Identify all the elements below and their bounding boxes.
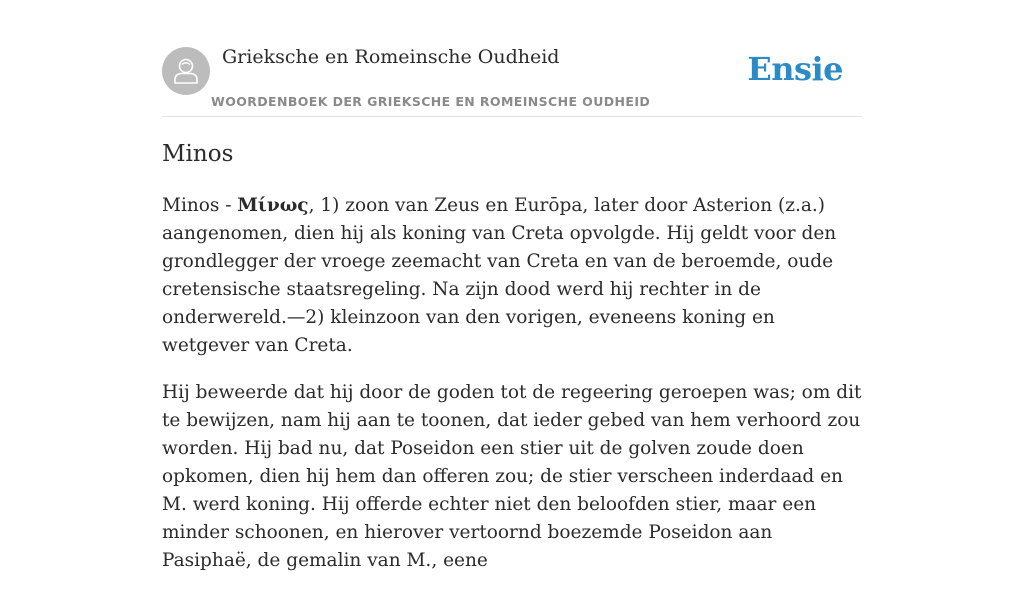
article-body: [162, 192, 862, 594]
article-paragraph-1: [162, 192, 862, 360]
site-title-link[interactable]: Grieksche en Romeinsche Oudheid: [222, 46, 560, 68]
ensie-logo[interactable]: Ensie: [747, 50, 843, 88]
avatar[interactable]: [162, 47, 210, 95]
greek-term: Μίνως: [237, 195, 309, 216]
paragraph-lead: Minos -: [162, 195, 238, 216]
site-subtitle: WOORDENBOEK DER GRIEKSCHE EN ROMEINSCHE OUDHEID: [211, 94, 651, 109]
page-title: Minos: [162, 141, 234, 167]
article-paragraph-2: Hij beweerde dat hij door de goden tot de regeering geroepen was; om dit te bewijzen, nam hij aan te toonen, dat ieder gebed van hem verhoord zou worden. Hij bad nu, dat Poseidon een stier uit de golven zoude doen opkomen, dien hij hem dan offeren zou; de stier verscheen inderdaad en M. werd koning. Hij offerde echter niet den beloofden stier, maar een minder schoonen, en hierover vertoornd boezemde Poseidon aan Pasiphaë, de gemalin van M., eene: [162, 382, 862, 571]
user-icon: [171, 56, 201, 86]
paragraph-text: , 1) zoon van Zeus en Eurōpa, later door Asterion (z.a.) aangenomen, dien hij als koning van Creta opvolgde. Hij geldt voor den grondlegger der vroege zeemacht van Creta en van de beroemde, oude cretensische staatsregeling. Na zijn dood werd hij rechter in de onderwereld.—2) kleinzoon van den vorigen, eveneens koning en wetgever van Creta.: [162, 195, 837, 356]
site-header: [162, 0, 862, 117]
page-container: [162, 0, 862, 571]
